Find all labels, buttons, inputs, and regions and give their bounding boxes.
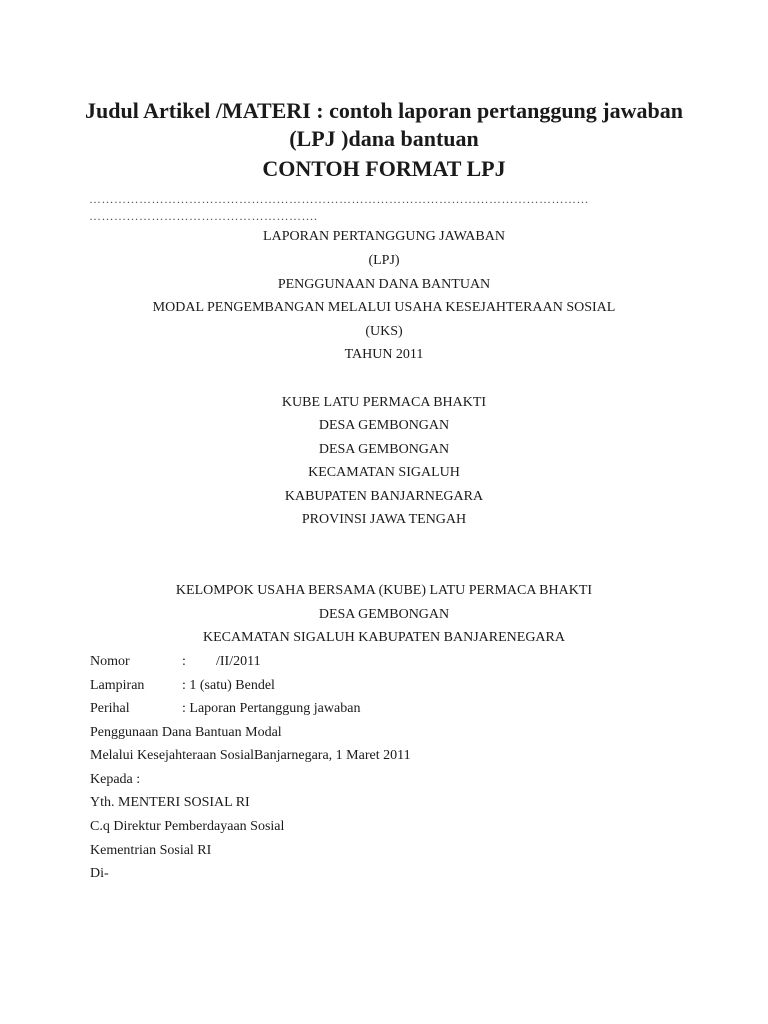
field-nomor-label: Nomor (90, 654, 130, 669)
report-heading-line: (LPJ) (368, 253, 400, 268)
letterhead-line: KELOMPOK USAHA BERSAMA (KUBE) LATU PERMACA BHAKTI (175, 583, 593, 598)
field-perihal (90, 700, 490, 718)
body-line: Penggunaan Dana Bantuan Modal (90, 725, 282, 740)
body-line: Kepada : (90, 772, 141, 787)
report-heading-line: (UKS) (365, 324, 403, 339)
document-subtitle: CONTOH FORMAT LPJ (262, 156, 506, 181)
group-info-line: KUBE LATU PERMACA BHAKTI (281, 395, 487, 410)
body-line: Yth. MENTERI SOSIAL RI (90, 795, 250, 810)
letterhead-line: KECAMATAN SIGALUH KABUPATEN BANJARENEGARA (203, 630, 565, 645)
report-heading-line: MODAL PENGEMBANGAN MELALUI USAHA KESEJAHTERAAN SOSIAL (152, 300, 616, 315)
field-nomor-colon: : (182, 654, 186, 669)
report-heading-line: TAHUN 2011 (344, 347, 424, 362)
group-info-line: KABUPATEN BANJARNEGARA (284, 489, 484, 504)
dotted-separator-line-1: ………………………………………………………………………………………………………… (89, 192, 589, 206)
field-lampiran-value: : 1 (satu) Bendel (182, 678, 275, 693)
field-nomor (90, 653, 390, 671)
report-heading-line: PENGGUNAAN DANA BANTUAN (277, 277, 491, 292)
field-perihal-value: : Laporan Pertanggung jawaban (182, 701, 361, 716)
body-line: Kementrian Sosial RI (90, 843, 212, 858)
report-heading-line: LAPORAN PERTANGGUNG JAWABAN (263, 229, 505, 244)
field-lampiran-label: Lampiran (90, 678, 145, 693)
field-perihal-label: Perihal (90, 701, 130, 716)
dotted-separator-line-2: ………………………………………………. (89, 209, 318, 223)
group-info-line: PROVINSI JAWA TENGAH (301, 512, 467, 527)
field-lampiran (90, 677, 490, 695)
group-info-line: DESA GEMBONGAN (318, 442, 450, 457)
article-title: Judul Artikel /MATERI : contoh laporan pertanggung jawaban (LPJ )dana bantuan (85, 98, 683, 151)
letterhead-line: DESA GEMBONGAN (318, 607, 450, 622)
body-line: Melalui Kesejahteraan SosialBanjarnegara, 1 Maret 2011 (90, 748, 411, 763)
group-info-line: KECAMATAN SIGALUH (308, 465, 460, 480)
body-line: Di- (90, 866, 109, 881)
group-info-line: DESA GEMBONGAN (318, 418, 450, 433)
field-nomor-value: /II/2011 (216, 654, 261, 669)
body-line: C.q Direktur Pemberdayaan Sosial (90, 819, 285, 834)
